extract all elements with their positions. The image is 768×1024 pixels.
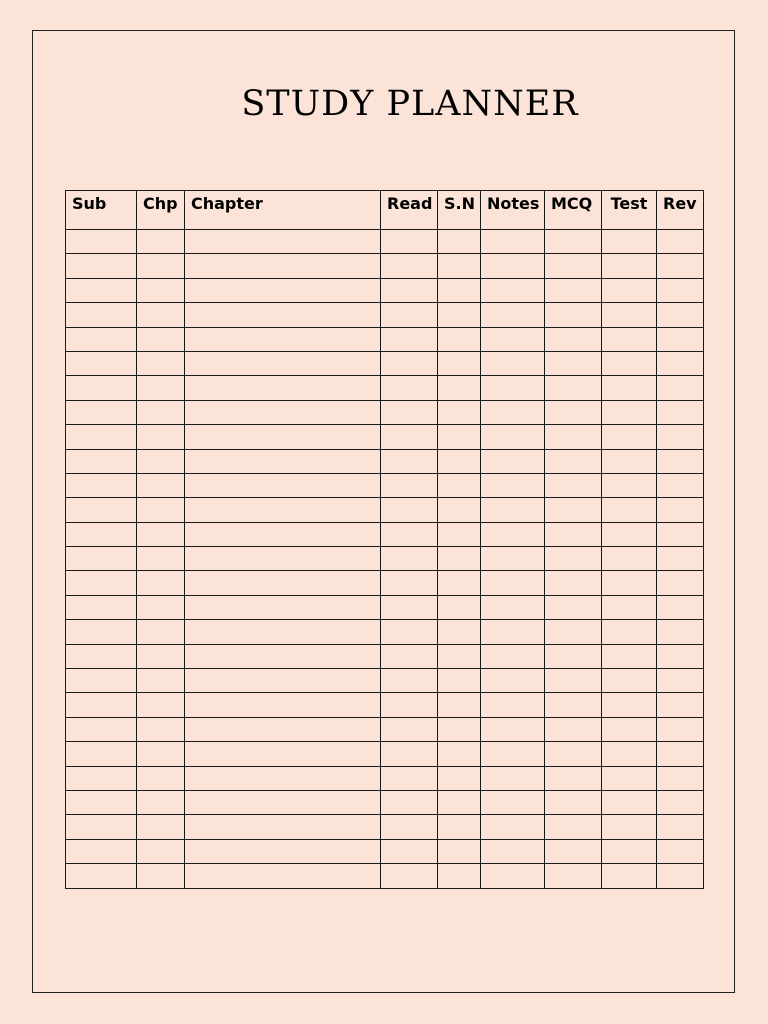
table-cell-sn[interactable] [438, 864, 481, 888]
table-cell-rev[interactable] [657, 864, 704, 888]
table-cell-rev[interactable] [657, 498, 704, 522]
table-cell-rev[interactable] [657, 595, 704, 619]
table-row [66, 522, 704, 546]
column-header-mcq: MCQ [545, 191, 602, 230]
table-cell-chapter[interactable] [185, 473, 381, 497]
table-cell-rev[interactable] [657, 571, 704, 595]
table-cell-rev[interactable] [657, 742, 704, 766]
table-cell-rev[interactable] [657, 400, 704, 424]
table-cell-rev[interactable] [657, 473, 704, 497]
table-cell-sub[interactable] [66, 644, 137, 668]
table-cell-rev[interactable] [657, 449, 704, 473]
column-header-chp: Chp [137, 191, 185, 230]
table-cell-notes[interactable] [481, 327, 545, 351]
table-cell-chp[interactable] [137, 644, 185, 668]
table-cell-read[interactable] [381, 790, 438, 814]
table-cell-sn[interactable] [438, 717, 481, 741]
table-cell-mcq[interactable] [545, 278, 602, 302]
table-cell-notes[interactable] [481, 644, 545, 668]
table-row [66, 449, 704, 473]
table-cell-chapter[interactable] [185, 376, 381, 400]
table-cell-test[interactable] [602, 644, 657, 668]
table-cell-chp[interactable] [137, 742, 185, 766]
table-cell-chapter[interactable] [185, 278, 381, 302]
table-cell-read[interactable] [381, 230, 438, 254]
table-cell-chp[interactable] [137, 839, 185, 863]
column-header-test: Test [602, 191, 657, 230]
table-cell-sub[interactable] [66, 498, 137, 522]
table-cell-chp[interactable] [137, 620, 185, 644]
table-cell-read[interactable] [381, 351, 438, 375]
table-cell-sub[interactable] [66, 620, 137, 644]
table-cell-notes[interactable] [481, 595, 545, 619]
table-cell-test[interactable] [602, 595, 657, 619]
table-cell-mcq[interactable] [545, 864, 602, 888]
table-cell-mcq[interactable] [545, 230, 602, 254]
table-cell-sn[interactable] [438, 742, 481, 766]
table-cell-test[interactable] [602, 376, 657, 400]
table-cell-rev[interactable] [657, 376, 704, 400]
table-cell-chapter[interactable] [185, 669, 381, 693]
table-cell-sub[interactable] [66, 742, 137, 766]
table-cell-notes[interactable] [481, 473, 545, 497]
table-cell-sub[interactable] [66, 595, 137, 619]
table-cell-chp[interactable] [137, 547, 185, 571]
table-cell-sub[interactable] [66, 522, 137, 546]
table-cell-chapter[interactable] [185, 254, 381, 278]
table-cell-sn[interactable] [438, 693, 481, 717]
table-cell-sub[interactable] [66, 230, 137, 254]
table-cell-read[interactable] [381, 376, 438, 400]
table-cell-notes[interactable] [481, 230, 545, 254]
table-cell-chapter[interactable] [185, 693, 381, 717]
table-cell-read[interactable] [381, 400, 438, 424]
table-cell-read[interactable] [381, 742, 438, 766]
table-cell-mcq[interactable] [545, 669, 602, 693]
table-cell-sub[interactable] [66, 864, 137, 888]
table-cell-sub[interactable] [66, 547, 137, 571]
table-cell-notes[interactable] [481, 449, 545, 473]
table-cell-mcq[interactable] [545, 620, 602, 644]
table-cell-notes[interactable] [481, 522, 545, 546]
table-cell-chp[interactable] [137, 669, 185, 693]
table-cell-rev[interactable] [657, 693, 704, 717]
table-cell-notes[interactable] [481, 254, 545, 278]
table-cell-test[interactable] [602, 742, 657, 766]
table-cell-rev[interactable] [657, 620, 704, 644]
table-row [66, 717, 704, 741]
table-cell-sub[interactable] [66, 571, 137, 595]
table-cell-chapter[interactable] [185, 717, 381, 741]
table-cell-notes[interactable] [481, 864, 545, 888]
table-row [66, 254, 704, 278]
table-cell-mcq[interactable] [545, 449, 602, 473]
table-cell-sn[interactable] [438, 376, 481, 400]
table-cell-chp[interactable] [137, 449, 185, 473]
table-cell-chapter[interactable] [185, 498, 381, 522]
table-cell-chapter[interactable] [185, 400, 381, 424]
table-cell-chp[interactable] [137, 864, 185, 888]
table-cell-rev[interactable] [657, 425, 704, 449]
table-cell-test[interactable] [602, 717, 657, 741]
table-cell-chp[interactable] [137, 693, 185, 717]
table-cell-sn[interactable] [438, 595, 481, 619]
table-cell-read[interactable] [381, 717, 438, 741]
table-cell-read[interactable] [381, 425, 438, 449]
table-cell-chp[interactable] [137, 790, 185, 814]
table-cell-mcq[interactable] [545, 644, 602, 668]
table-cell-notes[interactable] [481, 303, 545, 327]
table-cell-mcq[interactable] [545, 815, 602, 839]
table-cell-sub[interactable] [66, 839, 137, 863]
table-cell-sn[interactable] [438, 449, 481, 473]
table-cell-notes[interactable] [481, 815, 545, 839]
table-cell-read[interactable] [381, 669, 438, 693]
column-header-chapter: Chapter [185, 191, 381, 230]
table-row [66, 351, 704, 375]
table-cell-sn[interactable] [438, 425, 481, 449]
table-cell-test[interactable] [602, 693, 657, 717]
table-cell-sn[interactable] [438, 522, 481, 546]
table-cell-rev[interactable] [657, 547, 704, 571]
table-cell-sn[interactable] [438, 230, 481, 254]
table-row [66, 498, 704, 522]
table-cell-test[interactable] [602, 864, 657, 888]
table-cell-notes[interactable] [481, 790, 545, 814]
table-cell-test[interactable] [602, 449, 657, 473]
table-cell-test[interactable] [602, 790, 657, 814]
table-cell-chapter[interactable] [185, 864, 381, 888]
table-cell-sn[interactable] [438, 669, 481, 693]
table-cell-notes[interactable] [481, 498, 545, 522]
table-cell-read[interactable] [381, 815, 438, 839]
table-cell-rev[interactable] [657, 790, 704, 814]
table-cell-sn[interactable] [438, 766, 481, 790]
table-cell-read[interactable] [381, 473, 438, 497]
table-cell-test[interactable] [602, 839, 657, 863]
table-cell-rev[interactable] [657, 766, 704, 790]
table-cell-sub[interactable] [66, 449, 137, 473]
table-cell-chp[interactable] [137, 473, 185, 497]
table-cell-chapter[interactable] [185, 230, 381, 254]
table-cell-chapter[interactable] [185, 742, 381, 766]
table-cell-rev[interactable] [657, 839, 704, 863]
table-cell-test[interactable] [602, 766, 657, 790]
table-cell-rev[interactable] [657, 815, 704, 839]
table-cell-sn[interactable] [438, 571, 481, 595]
column-header-sub: Sub [66, 191, 137, 230]
table-cell-chapter[interactable] [185, 815, 381, 839]
table-row [66, 473, 704, 497]
table-cell-sub[interactable] [66, 351, 137, 375]
table-cell-notes[interactable] [481, 547, 545, 571]
table-cell-chp[interactable] [137, 400, 185, 424]
table-cell-test[interactable] [602, 815, 657, 839]
table-cell-chp[interactable] [137, 254, 185, 278]
table-row [66, 425, 704, 449]
table-cell-rev[interactable] [657, 669, 704, 693]
page-title: STUDY PLANNER [241, 84, 579, 124]
table-cell-chp[interactable] [137, 230, 185, 254]
table-row [66, 693, 704, 717]
table-cell-notes[interactable] [481, 669, 545, 693]
table-cell-test[interactable] [602, 254, 657, 278]
table-cell-notes[interactable] [481, 620, 545, 644]
table-cell-read[interactable] [381, 498, 438, 522]
table-cell-read[interactable] [381, 327, 438, 351]
table-cell-rev[interactable] [657, 327, 704, 351]
table-cell-test[interactable] [602, 473, 657, 497]
table-row [66, 790, 704, 814]
table-cell-chp[interactable] [137, 815, 185, 839]
table-row [66, 742, 704, 766]
table-cell-test[interactable] [602, 327, 657, 351]
table-cell-mcq[interactable] [545, 254, 602, 278]
table-cell-test[interactable] [602, 351, 657, 375]
table-row [66, 400, 704, 424]
table-cell-read[interactable] [381, 595, 438, 619]
table-cell-notes[interactable] [481, 571, 545, 595]
table-cell-read[interactable] [381, 839, 438, 863]
table-cell-sub[interactable] [66, 327, 137, 351]
table-cell-test[interactable] [602, 425, 657, 449]
table-cell-read[interactable] [381, 864, 438, 888]
table-row [66, 644, 704, 668]
table-cell-sub[interactable] [66, 425, 137, 449]
table-cell-chp[interactable] [137, 595, 185, 619]
table-row [66, 327, 704, 351]
table-cell-chp[interactable] [137, 425, 185, 449]
table-cell-mcq[interactable] [545, 790, 602, 814]
table-row [66, 376, 704, 400]
column-header-read: Read [381, 191, 438, 230]
table-cell-chp[interactable] [137, 351, 185, 375]
table-row [66, 571, 704, 595]
table-cell-notes[interactable] [481, 693, 545, 717]
table-row [66, 766, 704, 790]
table-cell-chapter[interactable] [185, 425, 381, 449]
table-cell-test[interactable] [602, 571, 657, 595]
table-row [66, 839, 704, 863]
table-cell-rev[interactable] [657, 717, 704, 741]
study-planner-table [65, 190, 704, 889]
table-cell-sn[interactable] [438, 473, 481, 497]
table-row [66, 547, 704, 571]
table-cell-read[interactable] [381, 522, 438, 546]
table-cell-chapter[interactable] [185, 303, 381, 327]
table-cell-mcq[interactable] [545, 742, 602, 766]
table-cell-mcq[interactable] [545, 351, 602, 375]
table-cell-mcq[interactable] [545, 693, 602, 717]
table-cell-notes[interactable] [481, 278, 545, 302]
table-cell-test[interactable] [602, 278, 657, 302]
table-cell-rev[interactable] [657, 254, 704, 278]
table-cell-chapter[interactable] [185, 571, 381, 595]
table-cell-sub[interactable] [66, 815, 137, 839]
table-cell-notes[interactable] [481, 742, 545, 766]
table-cell-sn[interactable] [438, 303, 481, 327]
table-cell-sn[interactable] [438, 351, 481, 375]
table-cell-read[interactable] [381, 449, 438, 473]
table-cell-mcq[interactable] [545, 547, 602, 571]
table-cell-sub[interactable] [66, 254, 137, 278]
table-cell-chp[interactable] [137, 571, 185, 595]
table-cell-notes[interactable] [481, 766, 545, 790]
table-cell-mcq[interactable] [545, 327, 602, 351]
table-cell-mcq[interactable] [545, 717, 602, 741]
table-cell-test[interactable] [602, 230, 657, 254]
table-cell-rev[interactable] [657, 230, 704, 254]
table-header-row [66, 191, 704, 230]
table-cell-sn[interactable] [438, 278, 481, 302]
table-cell-sn[interactable] [438, 547, 481, 571]
table-cell-notes[interactable] [481, 351, 545, 375]
table-row [66, 230, 704, 254]
table-cell-mcq[interactable] [545, 376, 602, 400]
table-cell-sn[interactable] [438, 254, 481, 278]
table-cell-chapter[interactable] [185, 351, 381, 375]
table-cell-test[interactable] [602, 669, 657, 693]
table-cell-sn[interactable] [438, 790, 481, 814]
table-cell-test[interactable] [602, 303, 657, 327]
table-row [66, 620, 704, 644]
table-cell-chapter[interactable] [185, 644, 381, 668]
column-header-notes: Notes [481, 191, 545, 230]
table-row [66, 669, 704, 693]
table-cell-chp[interactable] [137, 498, 185, 522]
table-cell-mcq[interactable] [545, 522, 602, 546]
table-cell-mcq[interactable] [545, 766, 602, 790]
table-cell-read[interactable] [381, 278, 438, 302]
table-cell-notes[interactable] [481, 839, 545, 863]
table-cell-sn[interactable] [438, 620, 481, 644]
table-cell-sub[interactable] [66, 766, 137, 790]
table-cell-chp[interactable] [137, 766, 185, 790]
table-row [66, 864, 704, 888]
table-cell-sn[interactable] [438, 644, 481, 668]
table-cell-mcq[interactable] [545, 473, 602, 497]
table-cell-read[interactable] [381, 303, 438, 327]
table-row [66, 303, 704, 327]
table-row [66, 815, 704, 839]
table-cell-chapter[interactable] [185, 766, 381, 790]
table-row [66, 278, 704, 302]
table-row [66, 595, 704, 619]
table-cell-chapter[interactable] [185, 449, 381, 473]
table-cell-rev[interactable] [657, 522, 704, 546]
table-cell-sub[interactable] [66, 278, 137, 302]
table-cell-sn[interactable] [438, 498, 481, 522]
table-cell-chapter[interactable] [185, 839, 381, 863]
table-cell-rev[interactable] [657, 303, 704, 327]
table-cell-sub[interactable] [66, 473, 137, 497]
table-cell-chp[interactable] [137, 278, 185, 302]
table-cell-rev[interactable] [657, 278, 704, 302]
table-cell-chapter[interactable] [185, 620, 381, 644]
table-body [66, 230, 704, 889]
table-cell-mcq[interactable] [545, 839, 602, 863]
table-cell-mcq[interactable] [545, 400, 602, 424]
table-cell-chapter[interactable] [185, 547, 381, 571]
table-cell-sn[interactable] [438, 815, 481, 839]
table-cell-chapter[interactable] [185, 595, 381, 619]
table-cell-read[interactable] [381, 571, 438, 595]
table-cell-read[interactable] [381, 766, 438, 790]
table-cell-notes[interactable] [481, 425, 545, 449]
table-cell-chp[interactable] [137, 717, 185, 741]
table-cell-read[interactable] [381, 254, 438, 278]
table-cell-read[interactable] [381, 620, 438, 644]
table-cell-sn[interactable] [438, 400, 481, 424]
table-cell-test[interactable] [602, 400, 657, 424]
table-cell-sn[interactable] [438, 327, 481, 351]
table-cell-sub[interactable] [66, 717, 137, 741]
table-cell-read[interactable] [381, 693, 438, 717]
table-cell-mcq[interactable] [545, 303, 602, 327]
table-cell-read[interactable] [381, 644, 438, 668]
table-cell-sub[interactable] [66, 693, 137, 717]
table-cell-sub[interactable] [66, 669, 137, 693]
table-cell-notes[interactable] [481, 717, 545, 741]
table-cell-notes[interactable] [481, 376, 545, 400]
table-cell-chapter[interactable] [185, 522, 381, 546]
table-cell-mcq[interactable] [545, 425, 602, 449]
table-cell-notes[interactable] [481, 400, 545, 424]
table-cell-chp[interactable] [137, 327, 185, 351]
table-cell-test[interactable] [602, 522, 657, 546]
table-cell-chapter[interactable] [185, 327, 381, 351]
table-cell-chp[interactable] [137, 376, 185, 400]
table-cell-sub[interactable] [66, 790, 137, 814]
table-cell-sub[interactable] [66, 400, 137, 424]
table-cell-sub[interactable] [66, 376, 137, 400]
table-cell-test[interactable] [602, 498, 657, 522]
column-header-sn: S.N [438, 191, 481, 230]
table-cell-rev[interactable] [657, 351, 704, 375]
table-cell-rev[interactable] [657, 644, 704, 668]
table-cell-mcq[interactable] [545, 498, 602, 522]
table-cell-chp[interactable] [137, 522, 185, 546]
table-cell-mcq[interactable] [545, 571, 602, 595]
table-cell-mcq[interactable] [545, 595, 602, 619]
table-cell-sub[interactable] [66, 303, 137, 327]
table-cell-sn[interactable] [438, 839, 481, 863]
table-cell-chp[interactable] [137, 303, 185, 327]
table-cell-chapter[interactable] [185, 790, 381, 814]
table-cell-test[interactable] [602, 547, 657, 571]
column-header-rev: Rev [657, 191, 704, 230]
table-cell-read[interactable] [381, 547, 438, 571]
table-cell-test[interactable] [602, 620, 657, 644]
